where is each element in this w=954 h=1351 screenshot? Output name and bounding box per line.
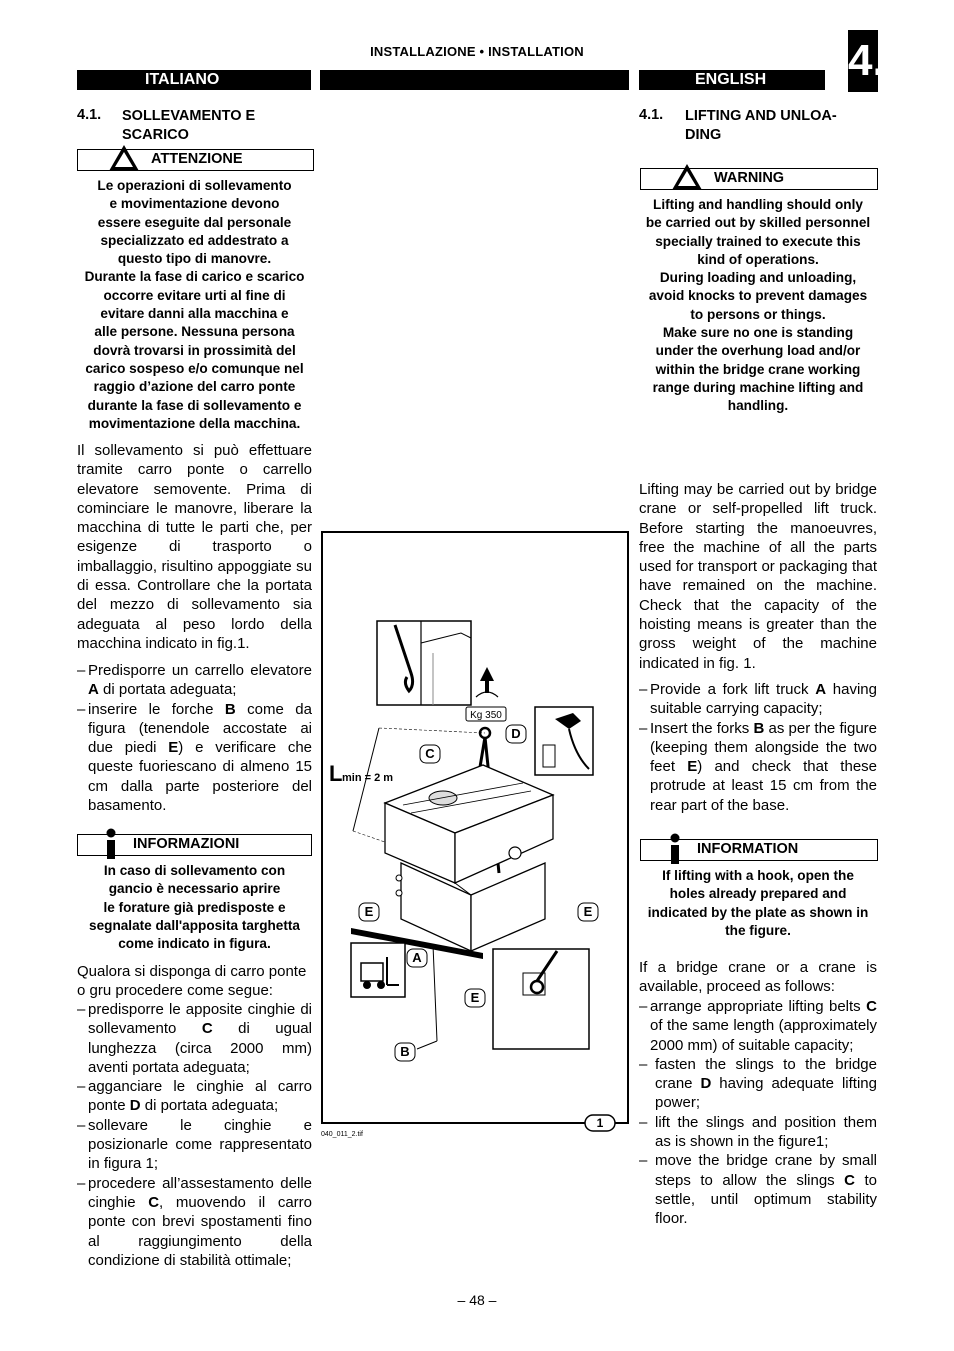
- it-paragraph-2: Qualora si disponga di carro ponte o gru procedere come segue:: [77, 963, 307, 1000]
- en-warning-title: WARNING: [714, 170, 785, 186]
- svg-text:A: A: [412, 950, 422, 965]
- list-item: – Provide a fork lift truck A having suitable carrying capacity;: [639, 681, 877, 718]
- it-warning-title: ATTENZIONE: [151, 151, 243, 167]
- it-warning-text: Le operazioni di sollevamento e movimentazione devono essere eseguite dal personale specializzato ed addestrato a questo tipo di manovre. Durante la fase di carico e scarico occorre evitare urti al fine di evitare danni alla macchina e alle persone. Nessuna persona dovrà trovarsi in prossimità del carico sospeso e/o comunque nel raggio d’azione del carro ponte durante la fase di sollevamento e movimentazione della macchina.: [84, 178, 305, 431]
- en-warning-text: Lifting and handling should only be carried out by skilled personnel specially trained to execute this kind of operations. During loading and unloading, avoid knocks to prevent damages to persons or things. Make sure no one is standing under the overhung load and/or within the bridge crane working range during machine lifting and handling.: [645, 197, 871, 414]
- weight-label: Kg 350: [470, 710, 502, 721]
- warning-triangle-icon: [107, 143, 141, 173]
- italiano-bar: [77, 70, 311, 90]
- svg-text:E: E: [583, 904, 593, 919]
- machine: [385, 765, 553, 951]
- middle-bar: [320, 70, 629, 90]
- it-info-text: In caso di sollevamento con gancio è necessario aprire le forature già predisposte e segnalate dall'apposita targhetta come indicato in figura.: [89, 863, 300, 952]
- en-section-title-line2: DING: [685, 127, 722, 143]
- list-item: – Predisporre un carrello elevatore A di portata adeguata;: [77, 662, 312, 699]
- en-section-title: [685, 107, 837, 145]
- italiano-label: ITALIANO: [145, 71, 220, 88]
- svg-text:C: C: [425, 746, 435, 761]
- list-item: – sollevare le cinghie e posizionarle come rappresentato in figura 1;: [77, 1116, 312, 1173]
- list-item: – Insert the forks B as per the figure (keeping them alongside the two feet E) and check that these protrude at least 15 cm from the rear part of the base.: [639, 719, 878, 814]
- en-list-forklift: [639, 680, 877, 815]
- list-item: – lift the slings and position them as is shown in the figure1;: [639, 1113, 877, 1151]
- svg-text:B: B: [400, 1044, 410, 1059]
- list-item: – move the bridge crane by small steps to allow the slings C to settle, until optimum stability floor.: [639, 1152, 877, 1228]
- it-section-title: [122, 107, 255, 145]
- en-section-title-line1: LIFTING AND UNLOA-: [685, 108, 837, 124]
- it-paragraph-1: Il sollevamento si può effettuare tramite carro ponte o carrello elevatore semovente. Prima di cominciare le manovre, liberare la macchina di tutte le parti che, per esigenze di trasporto o imballaggio, risultino appoggiate su di essa. Controllare che la portata del mezzo di sollevamento sia adeguata al peso lordo della macchina indicato in fig.1.: [77, 442, 312, 652]
- page-number: – 48 –: [457, 1292, 497, 1308]
- en-info-title: INFORMATION: [697, 841, 799, 857]
- hook-bottom-inset: [493, 949, 589, 1049]
- english-bar: [639, 70, 825, 90]
- forklift-inset: [351, 943, 405, 997]
- it-list-forklift: [77, 661, 312, 815]
- english-label: ENGLISH: [695, 71, 767, 88]
- it-section-number: 4.1.: [77, 107, 102, 123]
- running-header: INSTALLAZIONE • INSTALLATION: [370, 44, 584, 59]
- figure-file-label: 040_011_2.tif: [321, 1131, 363, 1138]
- distance-label-big: L: [329, 761, 343, 786]
- it-section-title-line1: SOLLEVAMENTO E: [122, 108, 256, 124]
- list-item: – predisporre le apposite cinghie di sollevamento C di ugual lunghezza (circa 2000 mm) aventi portata adeguata;: [77, 1001, 312, 1076]
- info-icon: [104, 828, 118, 860]
- it-list-crane: [77, 1000, 312, 1270]
- info-icon: [668, 833, 682, 865]
- lifting-illustration: [323, 533, 627, 1130]
- it-section-title-line2: SCARICO: [122, 127, 189, 143]
- en-paragraph-2: If a bridge crane or a crane is available, proceed as follows:: [639, 959, 877, 996]
- en-section-number: 4.1.: [639, 107, 664, 123]
- list-item: – procedere all’assestamento delle cinghie C, muovendo il carro ponte con brevi spostamenti fino al raggiungimento della condizione di stabilità ottimale;: [77, 1174, 313, 1269]
- it-info-title: INFORMAZIONI: [133, 836, 240, 852]
- chapter-tab: 4.: [848, 30, 878, 92]
- en-info-text: If lifting with a hook, open the holes already prepared and indicated by the plate as shown in the figure.: [647, 868, 869, 938]
- figure-number: 1: [596, 1116, 604, 1130]
- figure-1: [321, 531, 629, 1130]
- list-item: – agganciare le cinghie al carro ponte D di portata adeguata;: [77, 1078, 312, 1115]
- list-item: – fasten the slings to the bridge crane D having adequate lifting power;: [639, 1055, 877, 1112]
- weight-tag: [466, 667, 506, 721]
- list-item: – arrange appropriate lifting belts C of the same length (approximately 2000 mm) of suitable capacity;: [639, 998, 877, 1054]
- en-paragraph-1: Lifting may be carried out by bridge crane or self-propelled lift truck. Before starting the manoeuvres, free the machine of all the parts used for transport or packaging that have remained on the machine. Check that the capacity of the hoisting means is greater than the gross weight of the machine indicated in fig. 1.: [639, 481, 877, 672]
- list-item: – inserire le forche B come da figura (tenendole accostate ai due piedi E) e verificare che queste fuoriescano di almeno 15 cm dalla parte posteriore del basamento.: [77, 700, 312, 815]
- en-list-crane: [639, 997, 877, 1229]
- hook-detail-inset: [377, 621, 471, 705]
- svg-text:E: E: [470, 990, 480, 1005]
- svg-text:D: D: [511, 726, 521, 741]
- lifting-hole-inset: [535, 707, 593, 775]
- svg-text:E: E: [364, 904, 374, 919]
- warning-triangle-icon: [670, 162, 704, 192]
- distance-label-small: min = 2 m: [342, 772, 394, 784]
